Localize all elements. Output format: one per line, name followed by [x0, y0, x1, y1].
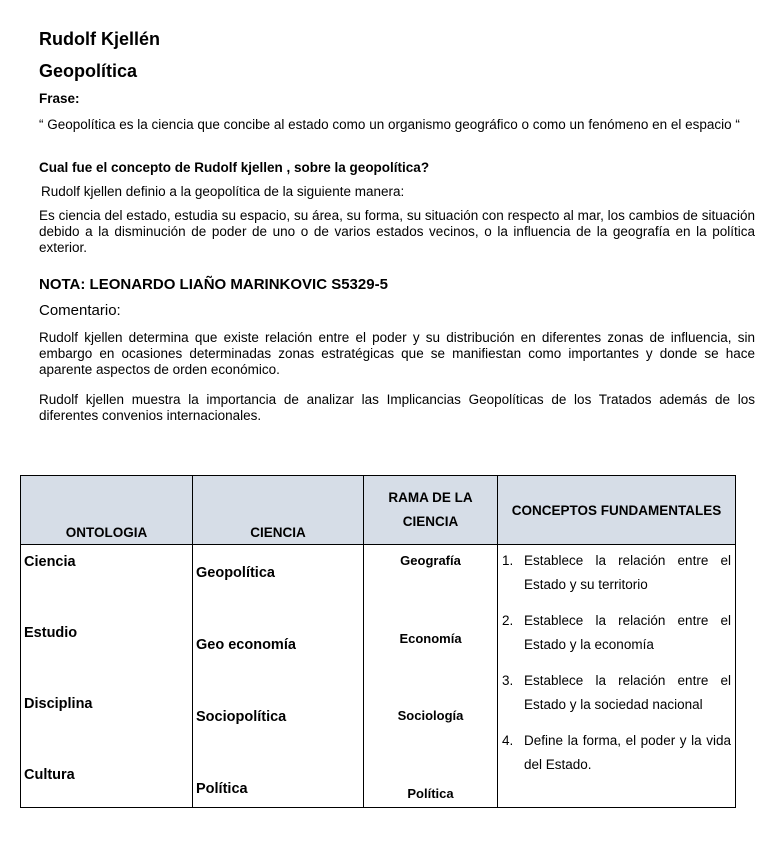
comentario-label: Comentario:: [39, 302, 121, 319]
concept-table: [20, 475, 736, 808]
rama-item: Sociología: [397, 708, 464, 723]
ciencia-item: Sociopolítica: [196, 709, 287, 725]
ciencia-cell: [193, 545, 364, 808]
ciencia-item: Política: [196, 781, 248, 797]
conceptos-cell: [498, 545, 736, 808]
list-number: 2.: [502, 613, 514, 628]
list-number: 1.: [502, 553, 514, 568]
ontologia-item: Estudio: [24, 625, 78, 641]
ciencia-item: Geo economía: [196, 637, 296, 653]
list-text: Establece la relación entre el Estado y la economía: [524, 613, 731, 652]
table-body-row: [21, 545, 736, 808]
ontologia-cell: [21, 545, 193, 808]
ontologia-item: Disciplina: [24, 696, 93, 712]
conceptos-list: [502, 549, 731, 789]
header-ciencia: CIENCIA: [193, 476, 364, 545]
header-conceptos: CONCEPTOS FUNDAMENTALES: [498, 476, 736, 545]
ontologia-item: Cultura: [24, 767, 75, 783]
definition-text: Es ciencia del estado, estudia su espacio, su área, su forma, su situación con respecto al mar, los cambios de situación debido a la disminución de poder de uno o de varios estados vecinos, o la influencia de la geografía en la política exterior.: [39, 208, 755, 255]
definition-intro: Rudolf kjellen definio a la geopolítica de la siguiente manera:: [41, 184, 405, 199]
list-item: [502, 729, 731, 777]
document-title: Rudolf Kjellén: [39, 29, 160, 49]
question-heading: Cual fue el concepto de Rudolf kjellen , sobre la geopolítica?: [39, 160, 430, 175]
comentario-paragraph-1: Rudolf kjellen determina que existe relación entre el poder y su distribución en diferentes zonas de influencia, sin embargo en ocasiones determinadas zonas estratégicas que se manifiestan como importantes y donde se hace aparente aspectos de orden económico.: [39, 330, 755, 377]
ontologia-item: Ciencia: [24, 554, 76, 570]
frase-quote: “ Geopolítica es la ciencia que concibe al estado como un organismo geográfico o como un fenómeno en el espacio “: [39, 117, 740, 132]
rama-item: Política: [407, 786, 454, 801]
list-item: [502, 609, 731, 657]
list-text: Define la forma, el poder y la vida del Estado.: [524, 733, 731, 772]
list-number: 3.: [502, 673, 514, 688]
nota-line: NOTA: LEONARDO LIAÑO MARINKOVIC S5329-5: [39, 276, 388, 293]
ciencia-item: Geopolítica: [196, 565, 275, 581]
list-text: Establece la relación entre el Estado y la sociedad nacional: [524, 673, 731, 712]
header-rama: [364, 476, 498, 545]
rama-cell: [364, 545, 498, 808]
rama-item: Economía: [399, 631, 462, 646]
list-item: [502, 549, 731, 597]
document-subtitle: Geopolítica: [39, 61, 138, 81]
header-rama-label: RAMA DE LA CIENCIA: [388, 490, 473, 529]
list-number: 4.: [502, 733, 514, 748]
table-header-row: [21, 476, 736, 545]
list-item: [502, 669, 731, 717]
header-ontologia: ONTOLOGIA: [21, 476, 193, 545]
comentario-paragraph-2: Rudolf kjellen muestra la importancia de analizar las Implicancias Geopolíticas de los Tratados además de los diferentes convenios internacionales.: [39, 392, 755, 423]
rama-item: Geografía: [400, 553, 461, 568]
list-text: Establece la relación entre el Estado y su territorio: [524, 553, 731, 592]
frase-label: Frase:: [39, 91, 80, 106]
